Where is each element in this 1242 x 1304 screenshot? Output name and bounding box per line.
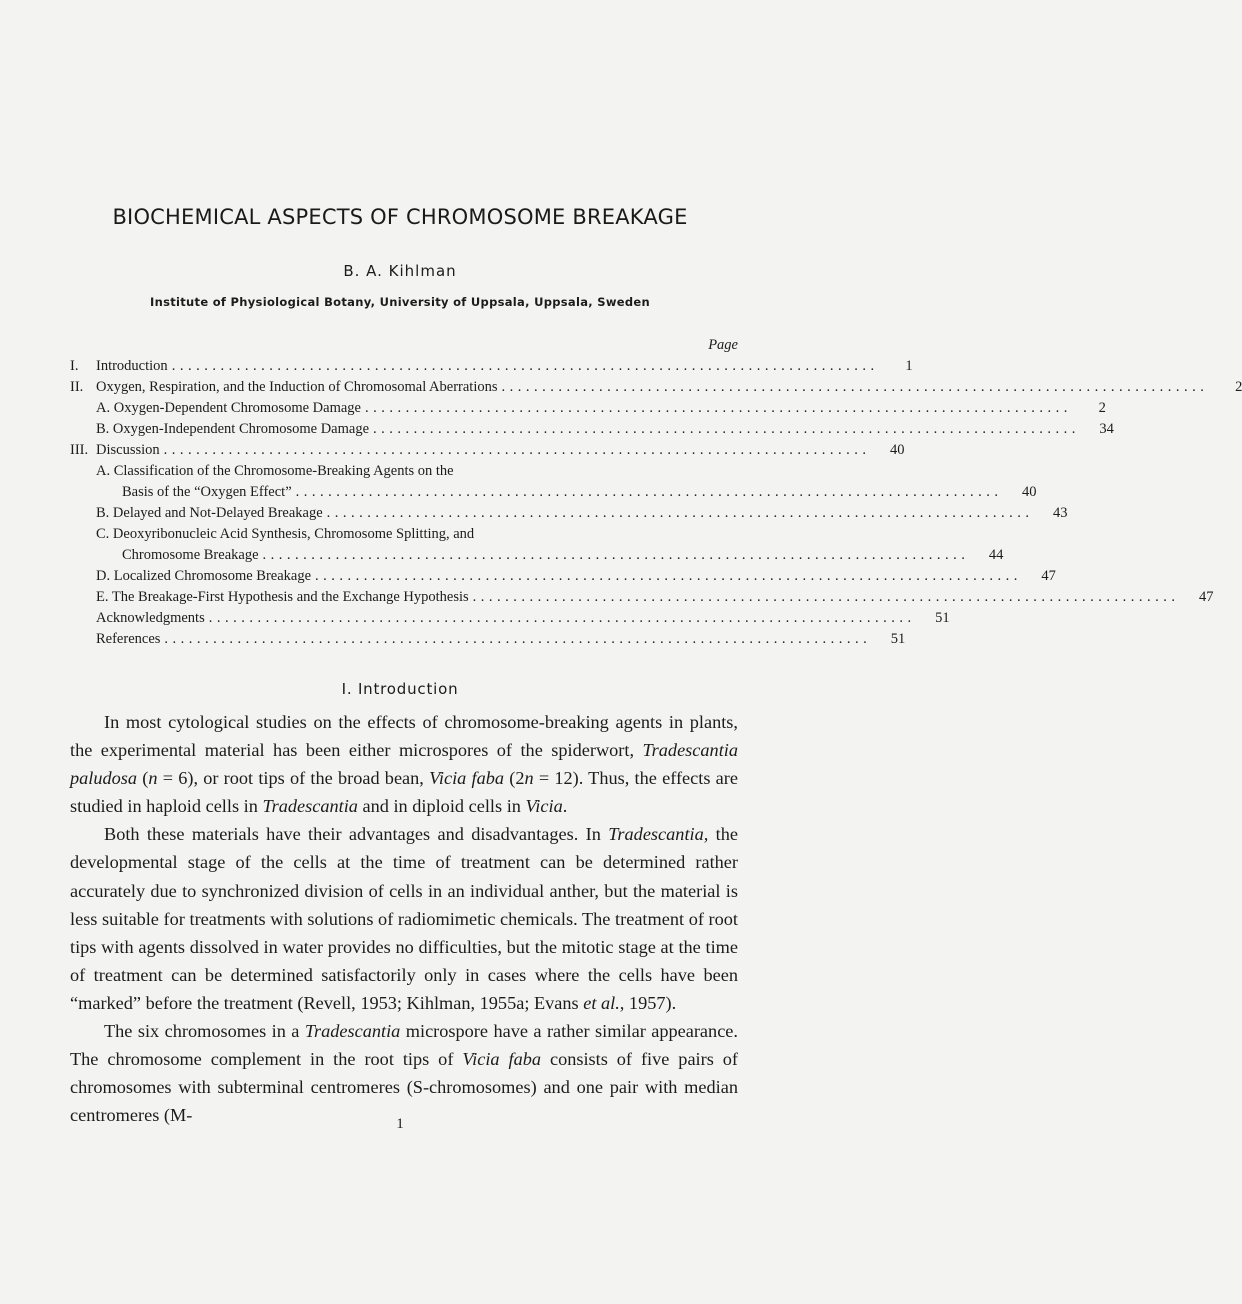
toc-page-number: 2 (1235, 379, 1242, 395)
toc-entry (70, 356, 913, 377)
toc-entry-label: Discussion (96, 442, 160, 458)
toc-entry (70, 566, 1056, 587)
toc-entry (70, 503, 1068, 524)
toc-entry-label: Acknowledgments (96, 610, 205, 626)
toc-page-header: Page (708, 337, 738, 353)
toc-subsection-letter: B. (96, 505, 110, 521)
toc-leader: ....................................................................................... (315, 568, 1022, 584)
toc-entry-label: C. Deoxyribonucleic Acid Synthesis, Chromosome Splitting, and (96, 526, 475, 542)
paragraph: The six chromosomes in a Tradescantia microspore have a rather similar appearance. The chromosome complement in the root tips of Vicia faba consists of five pairs of chromosomes with subterminal centromeres (S-chromosomes) and one pair with median centromeres (M- (70, 1021, 739, 1126)
toc-entry-label: D. Localized Chromosome Breakage (96, 568, 312, 584)
paragraph: In most cytological studies on the effects of chromosome-breaking agents in plants, the experimental material has been either microspores of the spiderwort, Tradescantia paludosa (n = 6), or root tips of the broad bean, Vicia faba (2n = 12). Thus, the effects are studied in haploid cells in Tradescantia and in diploid cells in Vicia. (70, 712, 738, 817)
toc-section-number: I. (70, 358, 79, 374)
table-of-contents (70, 335, 1242, 650)
author-affiliation: Institute of Physiological Botany, University of Uppsala, Uppsala, Sweden (150, 295, 650, 309)
toc-entry-label: Basis of the “Oxygen Effect” (122, 484, 292, 500)
toc-entry-label: B. Oxygen-Independent Chromosome Damage (96, 421, 370, 437)
toc-leader: ....................................................................................... (164, 631, 872, 647)
toc-entry-label: Oxygen, Respiration, and the Induction of Chromosomal Aberrations (96, 379, 498, 395)
toc-page-number: 34 (1099, 421, 1114, 437)
toc-subsection-letter: B. (96, 421, 110, 437)
toc-entry (70, 398, 1106, 419)
toc-entry-label: A. Classification of the Chromosome-Breaking Agents on the (96, 463, 454, 479)
toc-entry-label: Chromosome Breakage (122, 547, 259, 563)
toc-page-number: 47 (1199, 589, 1214, 605)
toc-page-number: 43 (1053, 505, 1068, 521)
toc-entry-continuation (70, 545, 1004, 566)
toc-subsection-letter: A. (96, 400, 111, 416)
toc-page-number: 44 (988, 547, 1004, 563)
author-name: B. A. Kihlman (343, 262, 457, 280)
toc-leader: ....................................................................................... (472, 589, 1180, 605)
toc-section-number: III. (70, 442, 89, 458)
toc-leader: ....................................................................................... (171, 358, 879, 374)
toc-entry (70, 629, 906, 650)
toc-entry-label: E. The Breakage-First Hypothesis and the Exchange Hypothesis (96, 589, 469, 605)
toc-entry-label: Introduction (96, 358, 168, 374)
toc-entry-label: B. Delayed and Not-Delayed Breakage (96, 505, 323, 521)
section-body (70, 708, 738, 1129)
toc-entry-continuation (70, 482, 1037, 503)
toc-page-number: 47 (1041, 568, 1056, 584)
toc-leader: ....................................................................................... (163, 442, 871, 458)
toc-subsection-letter: D. (96, 568, 111, 584)
toc-leader: ....................................................................................... (208, 610, 916, 626)
toc-leader: ....................................................................................... (364, 400, 1072, 416)
toc-entry (70, 608, 950, 629)
page-number: 1 (396, 1116, 404, 1132)
toc-entry (70, 524, 738, 545)
toc-leader: ....................................................................................... (262, 547, 970, 563)
toc-page-number: 51 (935, 610, 950, 626)
toc-subsection-letter: A. (96, 463, 111, 479)
toc-subsection-letter: E. (96, 589, 109, 605)
toc-entry-label: References (96, 631, 161, 647)
paper-title: BIOCHEMICAL ASPECTS OF CHROMOSOME BREAKAGE (112, 205, 688, 229)
toc-entry-label: A. Oxygen-Dependent Chromosome Damage (96, 400, 361, 416)
toc-page-number: 2 (1098, 400, 1106, 416)
toc-page-number: 1 (905, 358, 913, 374)
paragraph: Both these materials have their advantages and disadvantages. In Tradescantia, the developmental stage of the cells at the time of treatment can be determined rather accurately due to synchronized division of cells in an individual anther, but the material is less suitable for treatments with solutions of radiomimetic chemicals. The treatment of root tips with agents dissolved in water provides no difficulties, but the mitotic stage at the time of treatment can be determined satisfactorily only in cases where the cells have been “marked” before the treatment (Revell, 1953; Kihlman, 1955a; Evans et al., 1957). (70, 824, 738, 1013)
section-heading: I. Introduction (341, 680, 459, 698)
toc-leader: ....................................................................................... (373, 421, 1080, 437)
toc-entry (70, 587, 1214, 608)
toc-page-number: 51 (890, 631, 906, 647)
toc-section-number: II. (70, 379, 84, 395)
toc-subsection-letter: C. (96, 526, 110, 542)
toc-leader: ....................................................................................... (501, 379, 1209, 395)
toc-entry (70, 461, 738, 482)
toc-leader: ....................................................................................... (326, 505, 1034, 521)
toc-page-number: 40 (890, 442, 905, 458)
toc-entry (70, 377, 1242, 398)
toc-entry (70, 419, 1114, 440)
toc-leader: ....................................................................................... (295, 484, 1003, 500)
toc-entry (70, 440, 905, 461)
toc-page-number: 40 (1022, 484, 1037, 500)
